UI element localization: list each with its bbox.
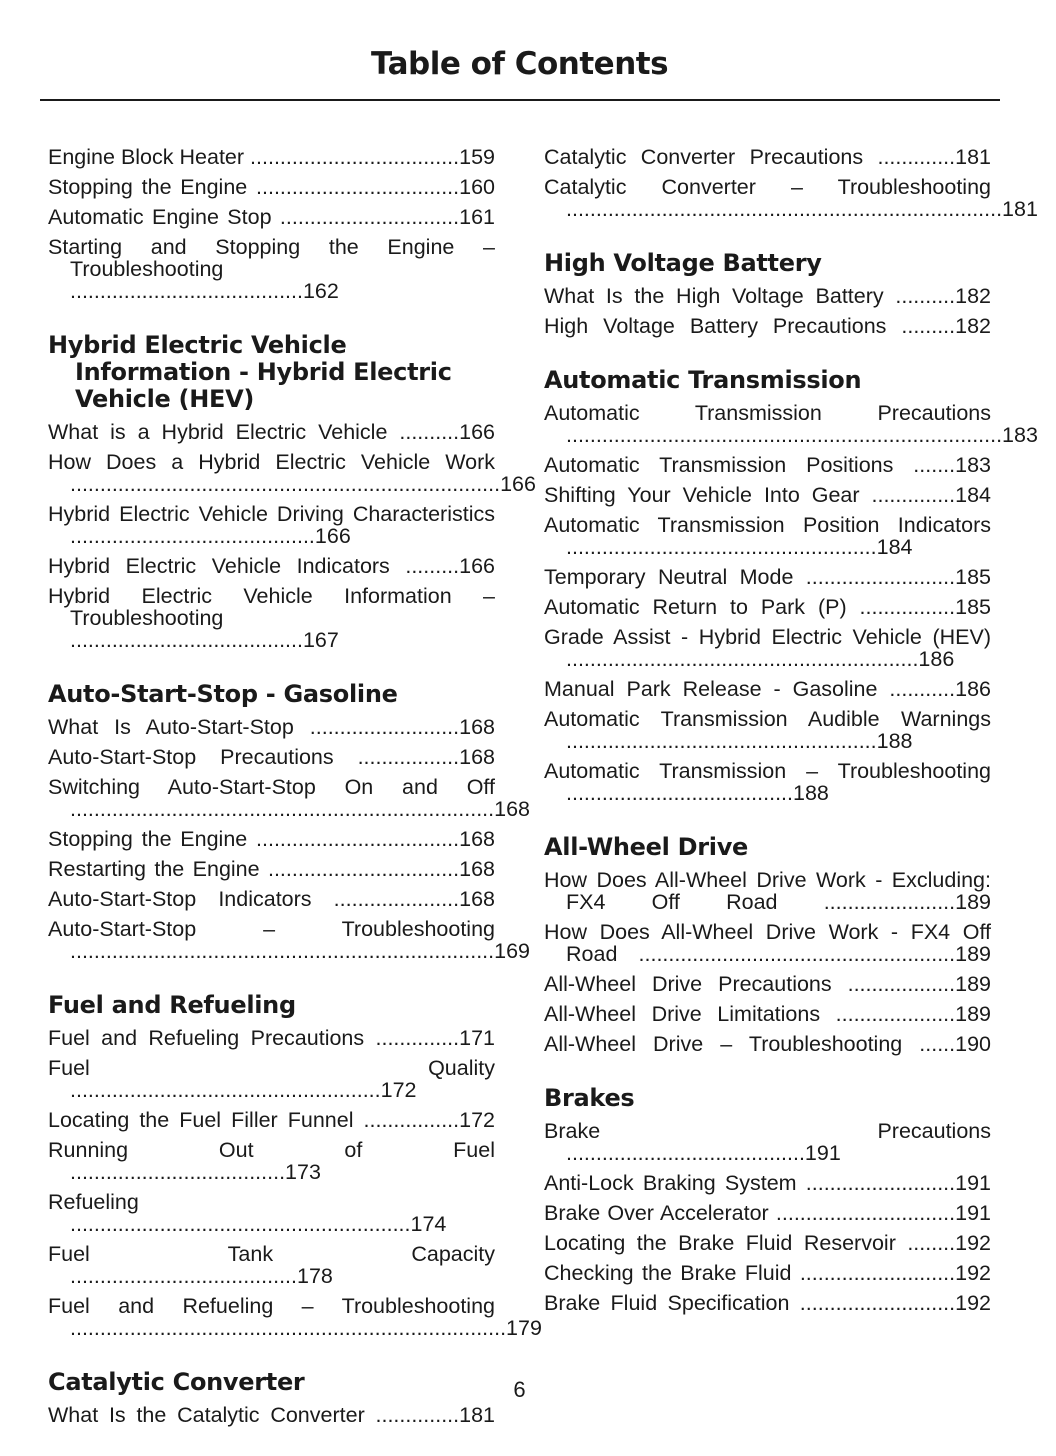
- toc-section: [48, 680, 530, 963]
- toc-entry[interactable]: Running Out of Fuel ....................................173: [48, 1138, 495, 1184]
- toc-entry[interactable]: Manual Park Release - Gasoline ...........186: [544, 677, 991, 701]
- toc-entry[interactable]: Automatic Return to Park (P) ................185: [544, 595, 991, 619]
- toc-section: [544, 145, 1038, 221]
- toc-entry[interactable]: Checking the Brake Fluid ..........................192: [544, 1261, 991, 1285]
- toc-section: [544, 250, 991, 337]
- toc-entry[interactable]: Auto-Start-Stop Precautions .................168: [48, 745, 495, 769]
- toc-entry[interactable]: Temporary Neutral Mode .........................185: [544, 565, 991, 589]
- toc-entry[interactable]: Hybrid Electric Vehicle Driving Characteristics .........................................166: [48, 502, 495, 548]
- toc-entry[interactable]: Fuel and Refueling Precautions ..............171: [48, 1026, 495, 1050]
- toc-entry[interactable]: Automatic Transmission Precautions .........................................................................183: [544, 401, 1038, 447]
- toc-entry[interactable]: Shifting Your Vehicle Into Gear ..............184: [544, 483, 991, 507]
- toc-entry[interactable]: All-Wheel Drive Limitations ....................189: [544, 1002, 991, 1026]
- page-number: 6: [513, 1377, 526, 1402]
- toc-entry[interactable]: Locating the Brake Fluid Reservoir ........192: [544, 1231, 991, 1255]
- section-heading: Automatic Transmission: [544, 366, 862, 394]
- toc-entry[interactable]: Catalytic Converter Precautions .............181: [544, 145, 991, 169]
- page-title: Table of Contents: [370, 46, 669, 82]
- toc-section: [544, 834, 991, 1055]
- section-heading: Fuel and Refueling: [48, 991, 296, 1019]
- toc-column-left: [48, 145, 542, 1456]
- toc-entry[interactable]: Locating the Fuel Filler Funnel ................172: [48, 1108, 495, 1132]
- toc-entry[interactable]: Automatic Engine Stop ..............................161: [48, 205, 495, 229]
- toc-entry[interactable]: Stopping the Engine ..................................160: [48, 175, 495, 199]
- toc-entry[interactable]: Automatic Transmission Positions .......183: [544, 453, 991, 477]
- section-heading: Catalytic Converter: [48, 1368, 305, 1396]
- toc-entry[interactable]: What Is the High Voltage Battery ..........182: [544, 284, 991, 308]
- section-heading: Brakes: [544, 1084, 635, 1112]
- toc-entry[interactable]: Auto-Start-Stop – Troubleshooting .......................................................................169: [48, 917, 530, 963]
- toc-entry[interactable]: Starting and Stopping the Engine – Troubleshooting .......................................162: [48, 235, 495, 303]
- toc-entry[interactable]: Hybrid Electric Vehicle Indicators .........166: [48, 554, 495, 578]
- toc-entry[interactable]: All-Wheel Drive – Troubleshooting ......190: [544, 1032, 991, 1056]
- toc-entry[interactable]: Restarting the Engine ................................168: [48, 857, 495, 881]
- toc-entry[interactable]: Fuel Quality ....................................................172: [48, 1056, 495, 1102]
- toc-entry[interactable]: What Is the Catalytic Converter ..............181: [48, 1403, 495, 1427]
- toc-entry[interactable]: High Voltage Battery Precautions .........182: [544, 314, 991, 338]
- toc-entry[interactable]: All-Wheel Drive Precautions ..................189: [544, 972, 991, 996]
- toc-entry[interactable]: Fuel Tank Capacity ......................................178: [48, 1242, 495, 1288]
- toc-column-right: [544, 145, 1038, 1344]
- toc-section: [544, 1085, 991, 1314]
- toc-entry[interactable]: How Does All-Wheel Drive Work - Excluding: FX4 Off Road ......................189: [544, 868, 991, 914]
- toc-entry[interactable]: Hybrid Electric Vehicle Information – Troubleshooting .......................................167: [48, 584, 495, 652]
- toc-entry[interactable]: Engine Block Heater ...................................159: [48, 145, 495, 169]
- section-heading: Hybrid Electric Vehicle Information - Hybrid Electric Vehicle (HEV): [48, 331, 452, 413]
- toc-entry[interactable]: How Does a Hybrid Electric Vehicle Work ........................................................................166: [48, 450, 536, 496]
- toc-section: [48, 991, 542, 1340]
- title-divider: [40, 99, 1000, 101]
- toc-entry[interactable]: Grade Assist - Hybrid Electric Vehicle (HEV) ...........................................................186: [544, 625, 991, 671]
- toc-entry[interactable]: Anti-Lock Braking System .........................191: [544, 1171, 991, 1195]
- toc-section: [48, 331, 536, 652]
- toc-entry[interactable]: Automatic Transmission – Troubleshooting ......................................188: [544, 759, 991, 805]
- toc-entry[interactable]: Switching Auto-Start-Stop On and Off .......................................................................168: [48, 775, 530, 821]
- section-heading: All-Wheel Drive: [544, 833, 749, 861]
- toc-entry[interactable]: Brake Precautions ........................................191: [544, 1119, 991, 1165]
- toc-entry[interactable]: Refueling .........................................................174: [48, 1190, 447, 1236]
- toc-entry[interactable]: Brake Over Accelerator ..............................191: [544, 1201, 991, 1225]
- toc-entry[interactable]: Automatic Transmission Audible Warnings ....................................................188: [544, 707, 991, 753]
- toc-entry[interactable]: Catalytic Converter – Troubleshooting .........................................................................181: [544, 175, 1038, 221]
- toc-entry[interactable]: How Does All-Wheel Drive Work - FX4 Off Road .....................................................189: [544, 920, 991, 966]
- toc-entry[interactable]: Stopping the Engine ..................................168: [48, 827, 495, 851]
- section-heading: Auto-Start-Stop - Gasoline: [48, 680, 398, 708]
- toc-entry[interactable]: Auto-Start-Stop Indicators .....................168: [48, 887, 495, 911]
- toc-section: [544, 366, 1038, 805]
- toc-entry[interactable]: What Is Auto-Start-Stop .........................168: [48, 715, 495, 739]
- section-heading: High Voltage Battery: [544, 249, 822, 277]
- toc-entry[interactable]: Automatic Transmission Position Indicators ....................................................184: [544, 513, 991, 559]
- toc-entry[interactable]: What is a Hybrid Electric Vehicle ..........166: [48, 420, 495, 444]
- toc-entry[interactable]: Fuel and Refueling – Troubleshooting .........................................................................179: [48, 1294, 542, 1340]
- toc-section: [48, 146, 495, 302]
- toc-entry[interactable]: Brake Fluid Specification ..........................192: [544, 1291, 991, 1315]
